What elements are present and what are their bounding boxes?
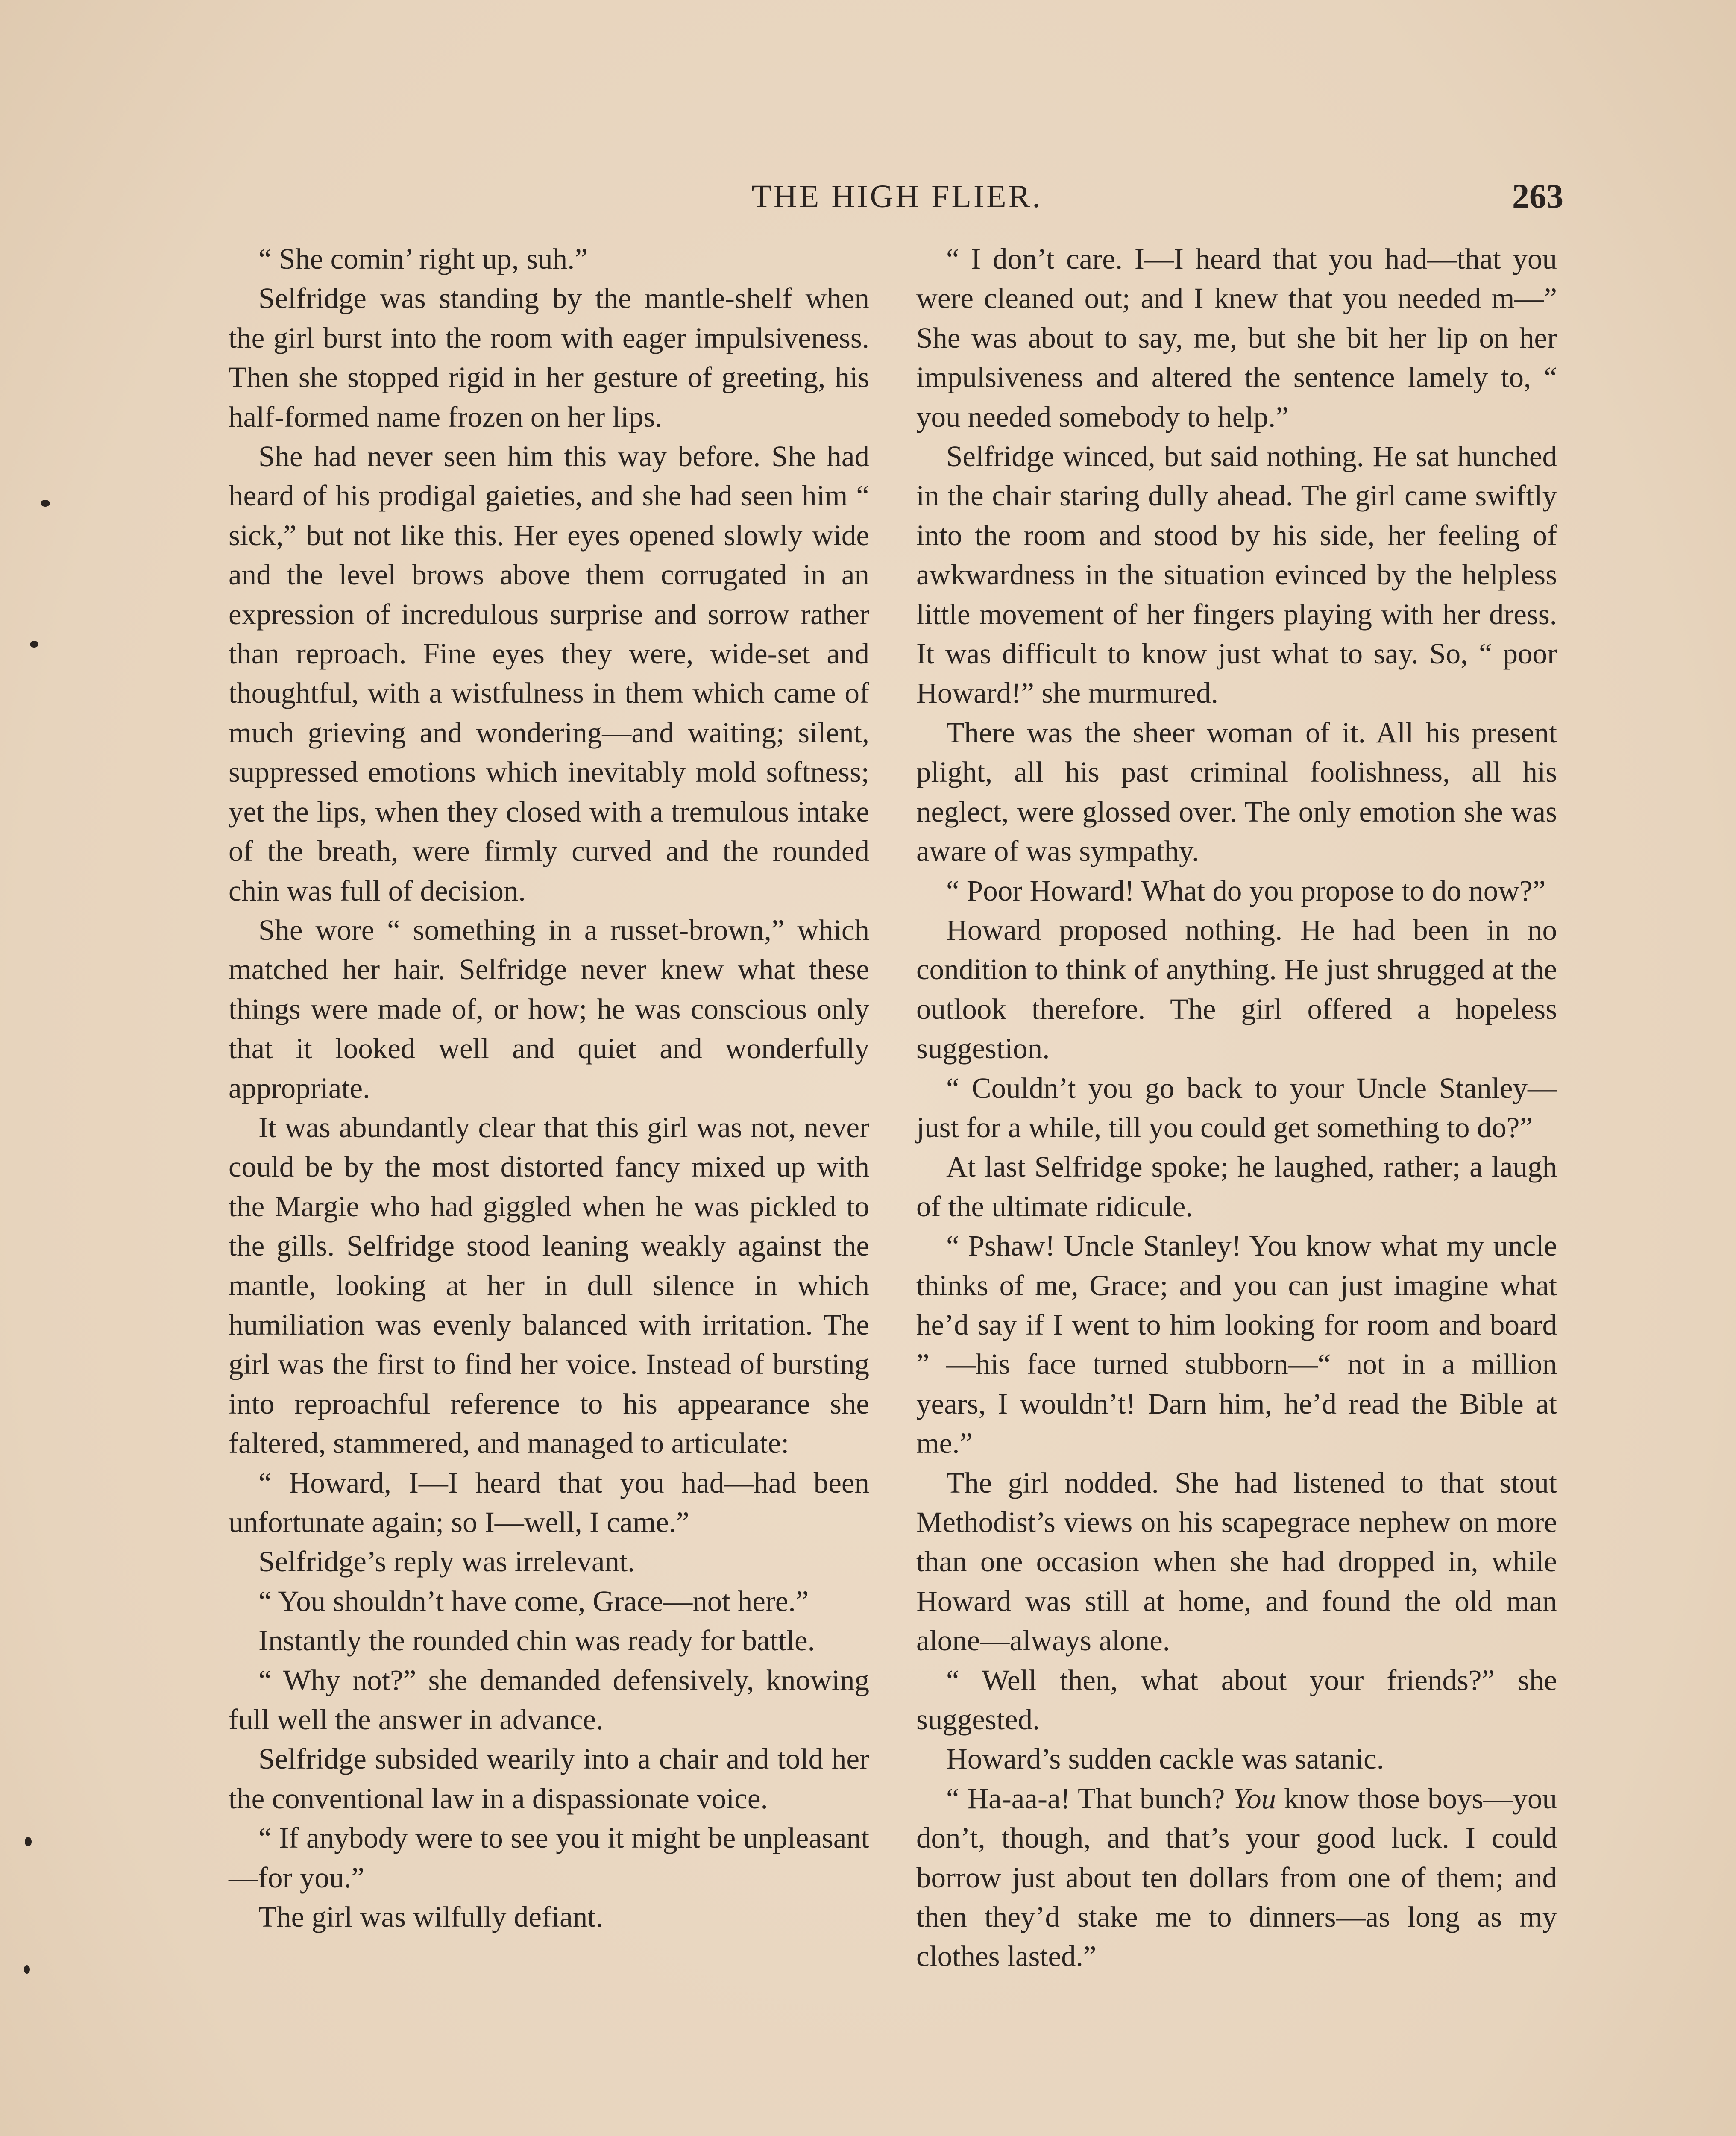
paragraph: At last Selfridge spoke; he laughed, rather; a laugh of the ultimate ridicule. [916,1150,1557,1223]
paragraph-text: know those boys—you don’t, though, and that’s your good luck. I could borrow just about ten dollars from one of them; and then they’d stake me to dinners—as long as my clothes lasted.” [916,1782,1557,1973]
margin-speck [30,641,38,648]
paragraph: “ You shouldn’t have come, Grace—not here.” [258,1584,809,1617]
paragraph: “ Why not?” she demanded defensively, knowing full well the answer in advance. [229,1664,869,1736]
paragraph-text: “ Ha-aa-a! That bunch? [946,1782,1225,1815]
paragraph: It was abundantly clear that this girl was not, never could be by the most distorted fancy mixed up with the Margie who had giggled when he was pickled to the gills. Selfridge stood leaning weakly against the mantle, looking at her in dull silence in which humiliation was evenly balanced with irritation. The girl was the first to find her voice. Instead of bursting into reproachful reference to his appearance she faltered, stammered, and managed to articulate: [229,1111,869,1460]
paragraph: “ If anybody were to see you it might be unpleasant—for you.” [229,1822,869,1894]
paragraph: “ I don’t care. I—I heard that you had—that you were cleaned out; and I knew that you needed m—” She was about to say, me, but she bit her lip on her impulsiveness and altered the sentence lamely to, “ you needed somebody to help.” [916,243,1557,433]
paragraph: Selfridge subsided wearily into a chair and told her the conventional law in a dispassionate voice. [229,1743,869,1815]
paragraph: “ Couldn’t you go back to your Uncle Stanley—just for a while, till you could get something to do?” [916,1071,1557,1144]
running-title: THE HIGH FLIER. [751,179,1043,214]
paragraph: She wore “ something in a russet-brown,” which matched her hair. Selfridge never knew what these things were made of, or how; he was conscious only that it looked well and quiet and wonderfully appropriate. [229,913,869,1104]
margin-speck [25,1837,32,1846]
paragraph: “ Pshaw! Uncle Stanley! You know what my uncle thinks of me, Grace; and you can just imagine what he’d say if I went to him looking for room and board ” —his face turned stubborn—“ not in a million years, I wouldn’t! Darn him, he’d read the Bible at me.” [916,1229,1557,1460]
paragraph: The girl nodded. She had listened to that stout Methodist’s views on his scapegrace nephew on more than one occasion when she had dropped in, while Howard was still at home, and found the old man alone—always alone. [916,1466,1557,1657]
paragraph: “ She comin’ right up, suh.” [258,243,588,275]
paragraph: Selfridge was standing by the mantle-shelf when the girl burst into the room with eager impulsiveness. Then she stopped rigid in her gesture of greeting, his half-formed name frozen on her lips. [229,282,869,433]
paragraph: She had never seen him this way before. She had heard of his prodigal gaieties, and she had seen him “ sick,” but not like this. Her eyes opened slowly wide and the level brows above them corrugated in an expression of incredulous surprise and sorrow rather than reproach. Fine eyes they were, wide-set and thoughtful, with a wistfulness in them which came of much grieving and wondering—and waiting; silent, suppressed emotions which inevitably mold softness; yet the lips, when they closed with a tremulous intake of the breath, were firmly curved and the rounded chin was full of decision. [229,440,869,907]
paragraph: “ Poor Howard! What do you propose to do now?” [946,874,1546,907]
page-header [231,171,1563,222]
emphasis-text: You [1233,1782,1276,1815]
page-number: 263 [1512,178,1563,215]
paragraph: Selfridge’s reply was irrelevant. [258,1545,635,1578]
paragraph: Selfridge winced, but said nothing. He sat hunched in the chair staring dully ahead. The girl came swiftly into the room and stood by his side, her feeling of awkwardness in the situation evinced by the helpless little movement of her fingers playing with her dress. It was difficult to know just what to say. So, “ poor Howard!” she murmured. [916,440,1557,710]
right-column [916,239,1557,1976]
margin-speck [24,1965,30,1974]
paragraph: The girl was wilfully defiant. [258,1901,603,1934]
paragraph: Howard proposed nothing. He had been in no condition to think of anything. He just shrugged at the outlook therefore. The girl offered a hopeless suggestion. [916,913,1557,1065]
paragraph: Instantly the rounded chin was ready for battle. [258,1624,815,1657]
paragraph: Howard’s sudden cackle was satanic. [946,1743,1384,1775]
left-column [229,239,869,1936]
paragraph: “ Howard, I—I heard that you had—had been unfortunate again; so I—well, I came.” [229,1466,869,1538]
margin-speck [41,500,50,507]
paragraph [916,1779,1557,1976]
paragraph: “ Well then, what about your friends?” she suggested. [916,1664,1557,1736]
paragraph: There was the sheer woman of it. All his present plight, all his past criminal foolishness, all his neglect, were glossed over. The only emotion she was aware of was sympathy. [916,716,1557,868]
